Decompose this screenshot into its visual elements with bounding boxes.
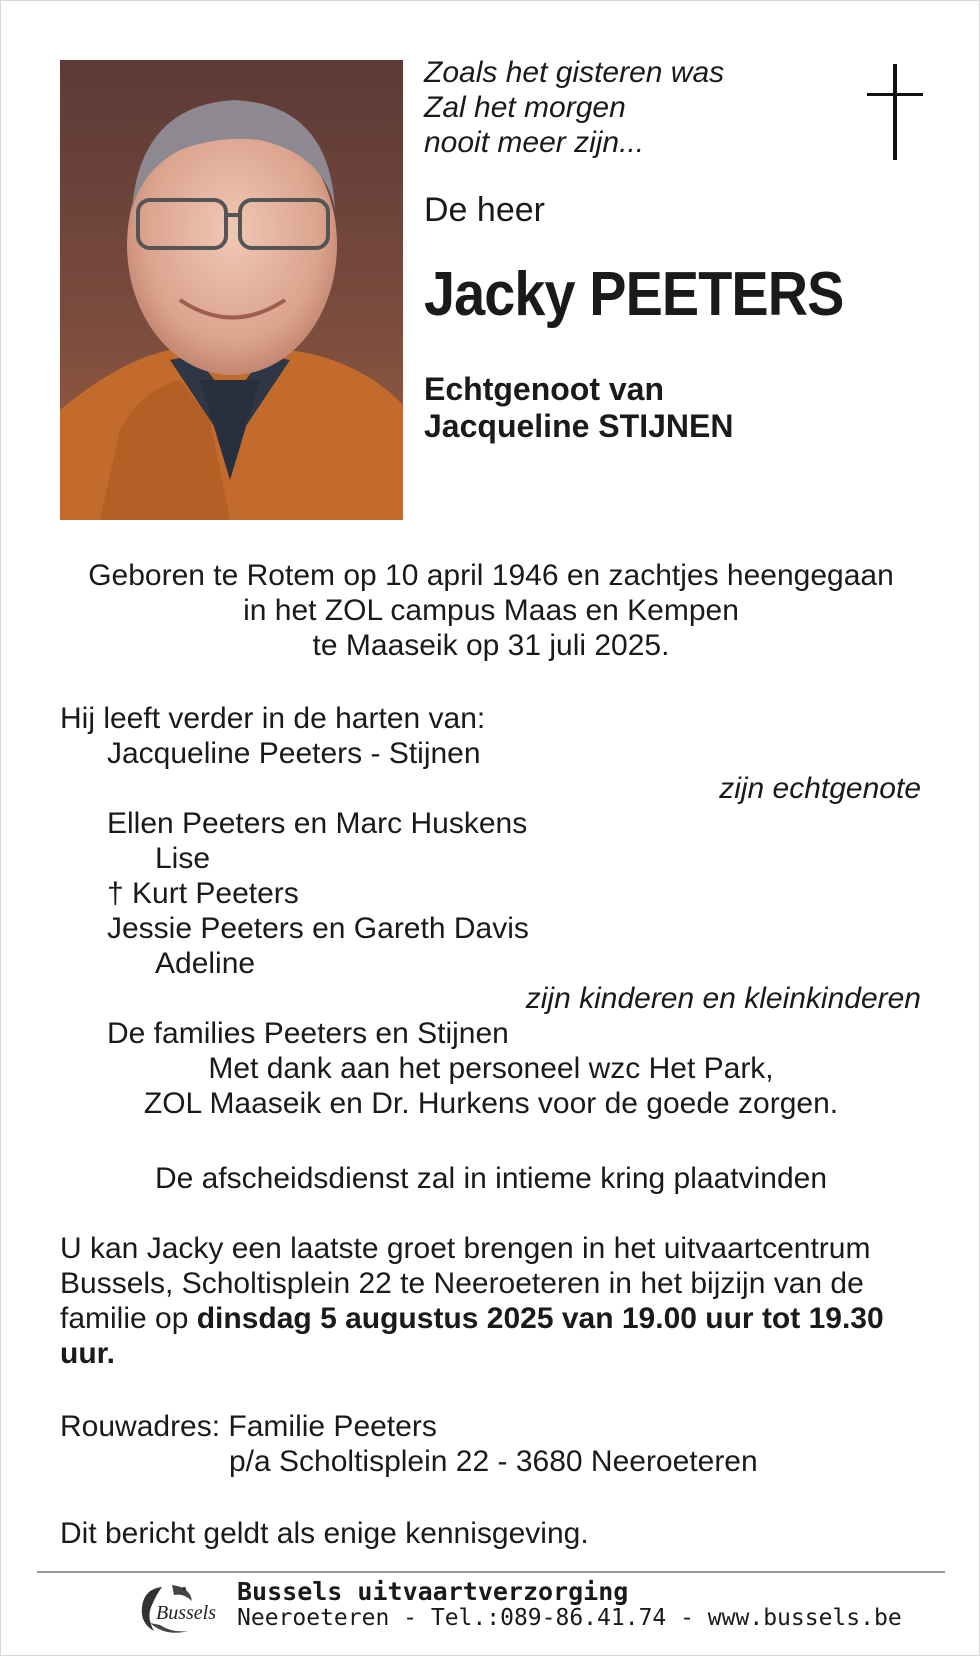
cross-icon — [867, 64, 923, 160]
deceased-name: Jacky PEETERS — [424, 260, 844, 329]
survivor-wife: Jacqueline Peeters - Stijnen — [107, 737, 481, 770]
honorific: De heer — [424, 191, 545, 229]
role-wife: zijn echtgenote — [719, 772, 921, 805]
survivor-grandchild: Adeline — [155, 947, 256, 980]
survivor-child: † Kurt Peeters — [107, 877, 299, 910]
survivor-child: Jessie Peeters en Gareth Davis — [107, 912, 529, 945]
survivors-intro: Hij leeft verder in de harten van: — [60, 702, 486, 735]
spouse-name: Jacqueline STIJNEN — [424, 408, 734, 444]
mourning-address-label: Rouwadres: Familie Peeters — [60, 1410, 437, 1443]
company-name: Bussels uitvaartverzorging — [237, 1577, 629, 1606]
mourning-address: p/a Scholtisplein 22 - 3680 Neeroeteren — [229, 1445, 758, 1478]
birth-line: te Maaseik op 31 juli 2025. — [312, 629, 670, 662]
visitation-info — [60, 1231, 930, 1371]
service-info: De afscheidsdienst zal in intieme kring plaatvinden — [154, 1162, 828, 1195]
memorial-poem — [424, 55, 724, 160]
visitation-text: U kan Jacky een laatste groet brengen in het uitvaartcentrum Bussels, Scholtisplein 22 te Neeroeteren in het bijzijn van de familie op — [60, 1232, 871, 1335]
bussels-logo — [132, 1579, 224, 1639]
notice-text: Dit bericht geldt als enige kennisgeving. — [60, 1517, 589, 1550]
thanks-block — [1, 1051, 980, 1121]
thanks-line: Met dank aan het personeel wzc Het Park, — [208, 1052, 774, 1085]
thanks-line: ZOL Maaseik en Dr. Hurkens voor de goede zorgen. — [143, 1087, 839, 1120]
logo-text: Bussels — [156, 1602, 216, 1624]
spouse-block — [424, 371, 733, 445]
visitation-datetime: dinsdag 5 augustus 2025 van 19.00 uur tot 19.30 uur. — [60, 1302, 884, 1370]
spouse-label: Echtgenoot van — [424, 371, 665, 407]
portrait-photo — [60, 60, 403, 520]
footer-divider — [37, 1571, 945, 1573]
survivor-families: De families Peeters en Stijnen — [107, 1017, 509, 1050]
birth-line: in het ZOL campus Maas en Kempen — [243, 594, 739, 627]
company-contact: Neeroeteren - Tel.:089-86.41.74 - www.bussels.be — [237, 1605, 902, 1631]
role-children: zijn kinderen en kleinkinderen — [525, 982, 921, 1015]
poem-line: Zoals het gisteren was — [424, 56, 725, 89]
birth-line: Geboren te Rotem op 10 april 1946 en zachtjes heengegaan — [88, 559, 894, 592]
poem-line: nooit meer zijn... — [424, 126, 645, 159]
survivor-grandchild: Lise — [155, 842, 211, 875]
birth-info — [1, 558, 980, 663]
survivor-child: Ellen Peeters en Marc Huskens — [107, 807, 528, 840]
poem-line: Zal het morgen — [424, 91, 626, 124]
